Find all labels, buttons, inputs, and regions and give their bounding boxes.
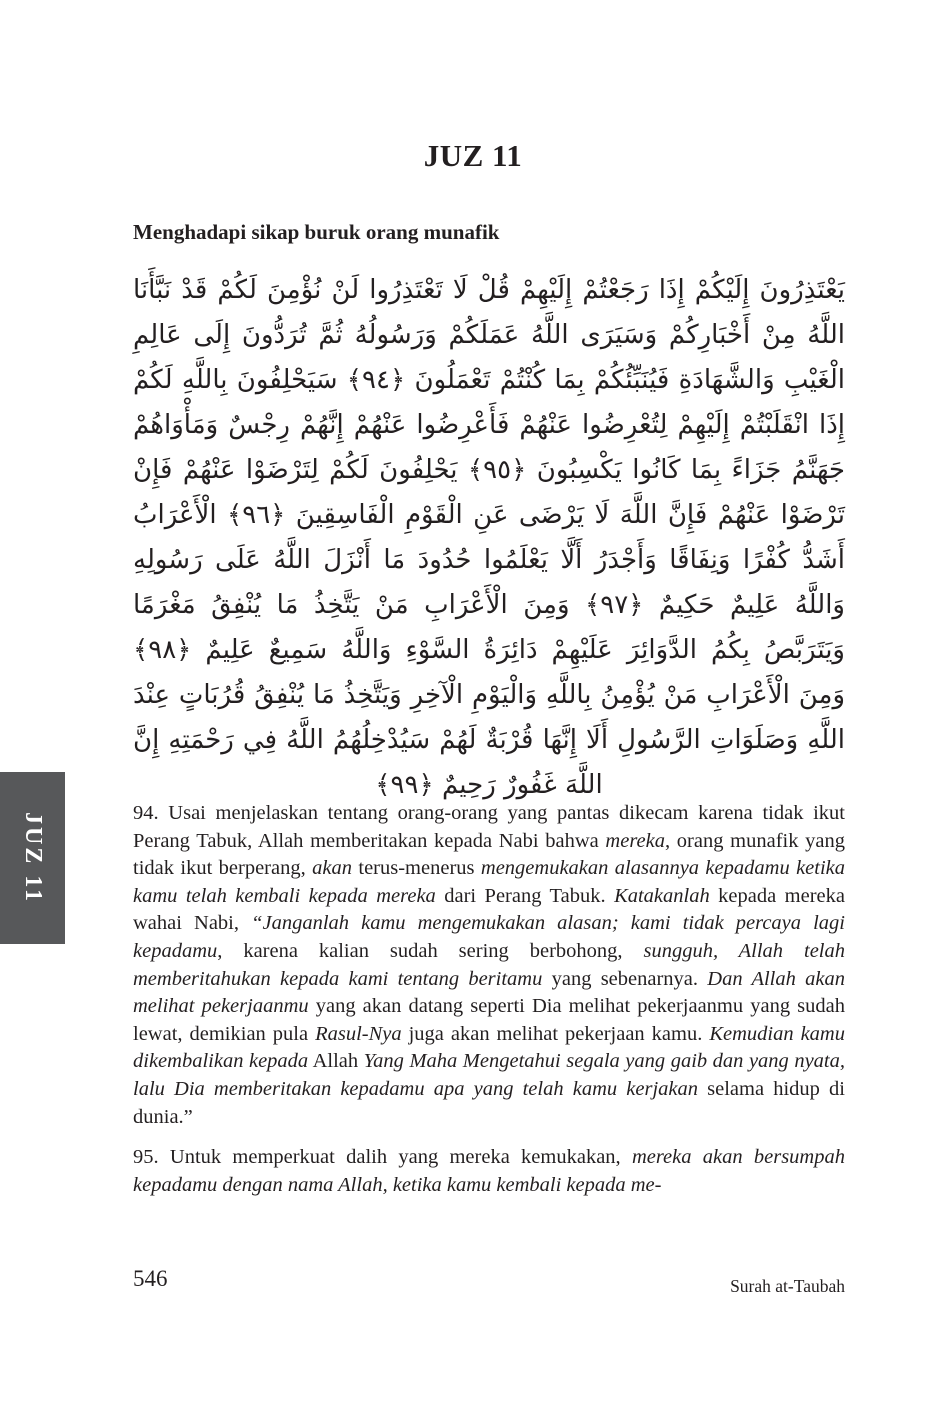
quran-arabic-text: يَعْتَذِرُونَ إِلَيْكُمْ إِذَا رَجَعْتُمْ إِلَيْهِمْ قُلْ لَا تَعْتَذِرُوا لَنْ نُؤْمِنَ لَكُمْ قَدْ نَبَّأَنَا اللَّهُ مِنْ أَخْبَارِكُمْ وَسَيَرَى اللَّهُ عَمَلَكُمْ وَرَسُولُهُ ثُمَّ تُرَدُّونَ إِلَى عَالِمِ الْغَيْبِ وَالشَّهَادَةِ فَيُنَبِّئُكُمْ بِمَا كُنْتُمْ تَعْمَلُونَ ﴿٩٤﴾ سَيَحْلِفُونَ بِاللَّهِ لَكُمْ إِذَا انْقَلَبْتُمْ إِلَيْهِمْ لِتُعْرِضُوا عَنْهُمْ فَأَعْرِضُوا عَنْهُمْ إِنَّهُمْ رِجْسٌ وَمَأْوَاهُمْ جَهَنَّمُ جَزَاءً بِمَا كَانُوا يَكْسِبُونَ ﴿٩٥﴾ يَحْلِفُونَ لَكُمْ لِتَرْضَوْا عَنْهُمْ فَإِنْ تَرْضَوْا عَنْهُمْ فَإِنَّ اللَّهَ لَا يَرْضَى عَنِ الْقَوْمِ الْفَاسِقِينَ ﴿٩٦﴾ الْأَعْرَابُ أَشَدُّ كُفْرًا وَنِفَاقًا وَأَجْدَرُ أَلَّا يَعْلَمُوا حُدُودَ مَا أَنْزَلَ اللَّهُ عَلَى رَسُولِهِ وَاللَّهُ عَلِيمٌ حَكِيمٌ ﴿٩٧﴾ وَمِنَ الْأَعْرَابِ مَنْ يَتَّخِذُ مَا يُنْفِقُ مَغْرَمًا وَيَتَرَبَّصُ بِكُمُ الدَّوَائِرَ عَلَيْهِمْ دَائِرَةُ السَّوْءِ وَاللَّهُ سَمِيعٌ عَلِيمٌ ﴿٩٨﴾ وَمِنَ الْأَعْرَابِ مَنْ يُؤْمِنُ بِاللَّهِ وَالْيَوْمِ الْآخِرِ وَيَتَّخِذُ مَا يُنْفِقُ قُرُبَاتٍ عِنْدَ اللَّهِ وَصَلَوَاتِ الرَّسُولِ أَلَا إِنَّهَا قُرْبَةٌ لَهُمْ سَيُدْخِلُهُمُ اللَّهُ فِي رَحْمَتِهِ إِنَّ اللَّهَ غَفُورٌ رَحِيمٌ ﴿٩٩﴾ <box>133 275 845 800</box>
tafsir-paragraph-94: 94. Usai menjelaskan tentang orang-orang yang pantas dikecam karena tidak ikut Perang Tabuk, Allah memberitakan kepada Nabi bahwa mereka, orang munafik yang tidak ikut berperang, akan terus-menerus mengemukakan alasannya kepadamu ketika kamu telah kembali kepada mereka dari Perang Tabuk. Katakanlah kepada mereka wahai Nabi, “Janganlah kamu mengemukakan alasan; kami tidak percaya lagi kepadamu, karena kalian sudah sering berbohong, sungguh, Allah telah memberitahukan kepada kami tentang beritamu yang sebenarnya. Dan Allah akan melihat pekerjaanmu yang akan datang seperti Dia melihat pekerjaanmu yang sudah lewat, demikian pula Rasul-Nya juga akan melihat pekerjaan kamu. Kemudian kamu dikembalikan kepada Allah Yang Maha Mengetahui segala yang gaib dan yang nyata, lalu Dia memberitakan kepadamu apa yang telah kamu kerjakan selama hidup di dunia.” <box>133 802 846 1128</box>
juz-side-tab <box>0 772 65 944</box>
tafsir-text-block <box>133 800 845 1212</box>
tafsir-paragraph-95: 95. Untuk memperkuat dalih yang mereka kemukakan, mereka akan bersumpah kepadamu dengan nama Allah, ketika kamu kembali kepada me- <box>133 1146 845 1196</box>
page-number: 546 <box>133 1266 168 1291</box>
section-heading: Menghadapi sikap buruk orang munafik <box>133 220 500 244</box>
page-title: JUZ 11 <box>423 138 523 173</box>
juz-side-tab-label: JUZ 11 <box>20 811 46 904</box>
surah-name: Surah at-Taubah <box>730 1276 845 1296</box>
